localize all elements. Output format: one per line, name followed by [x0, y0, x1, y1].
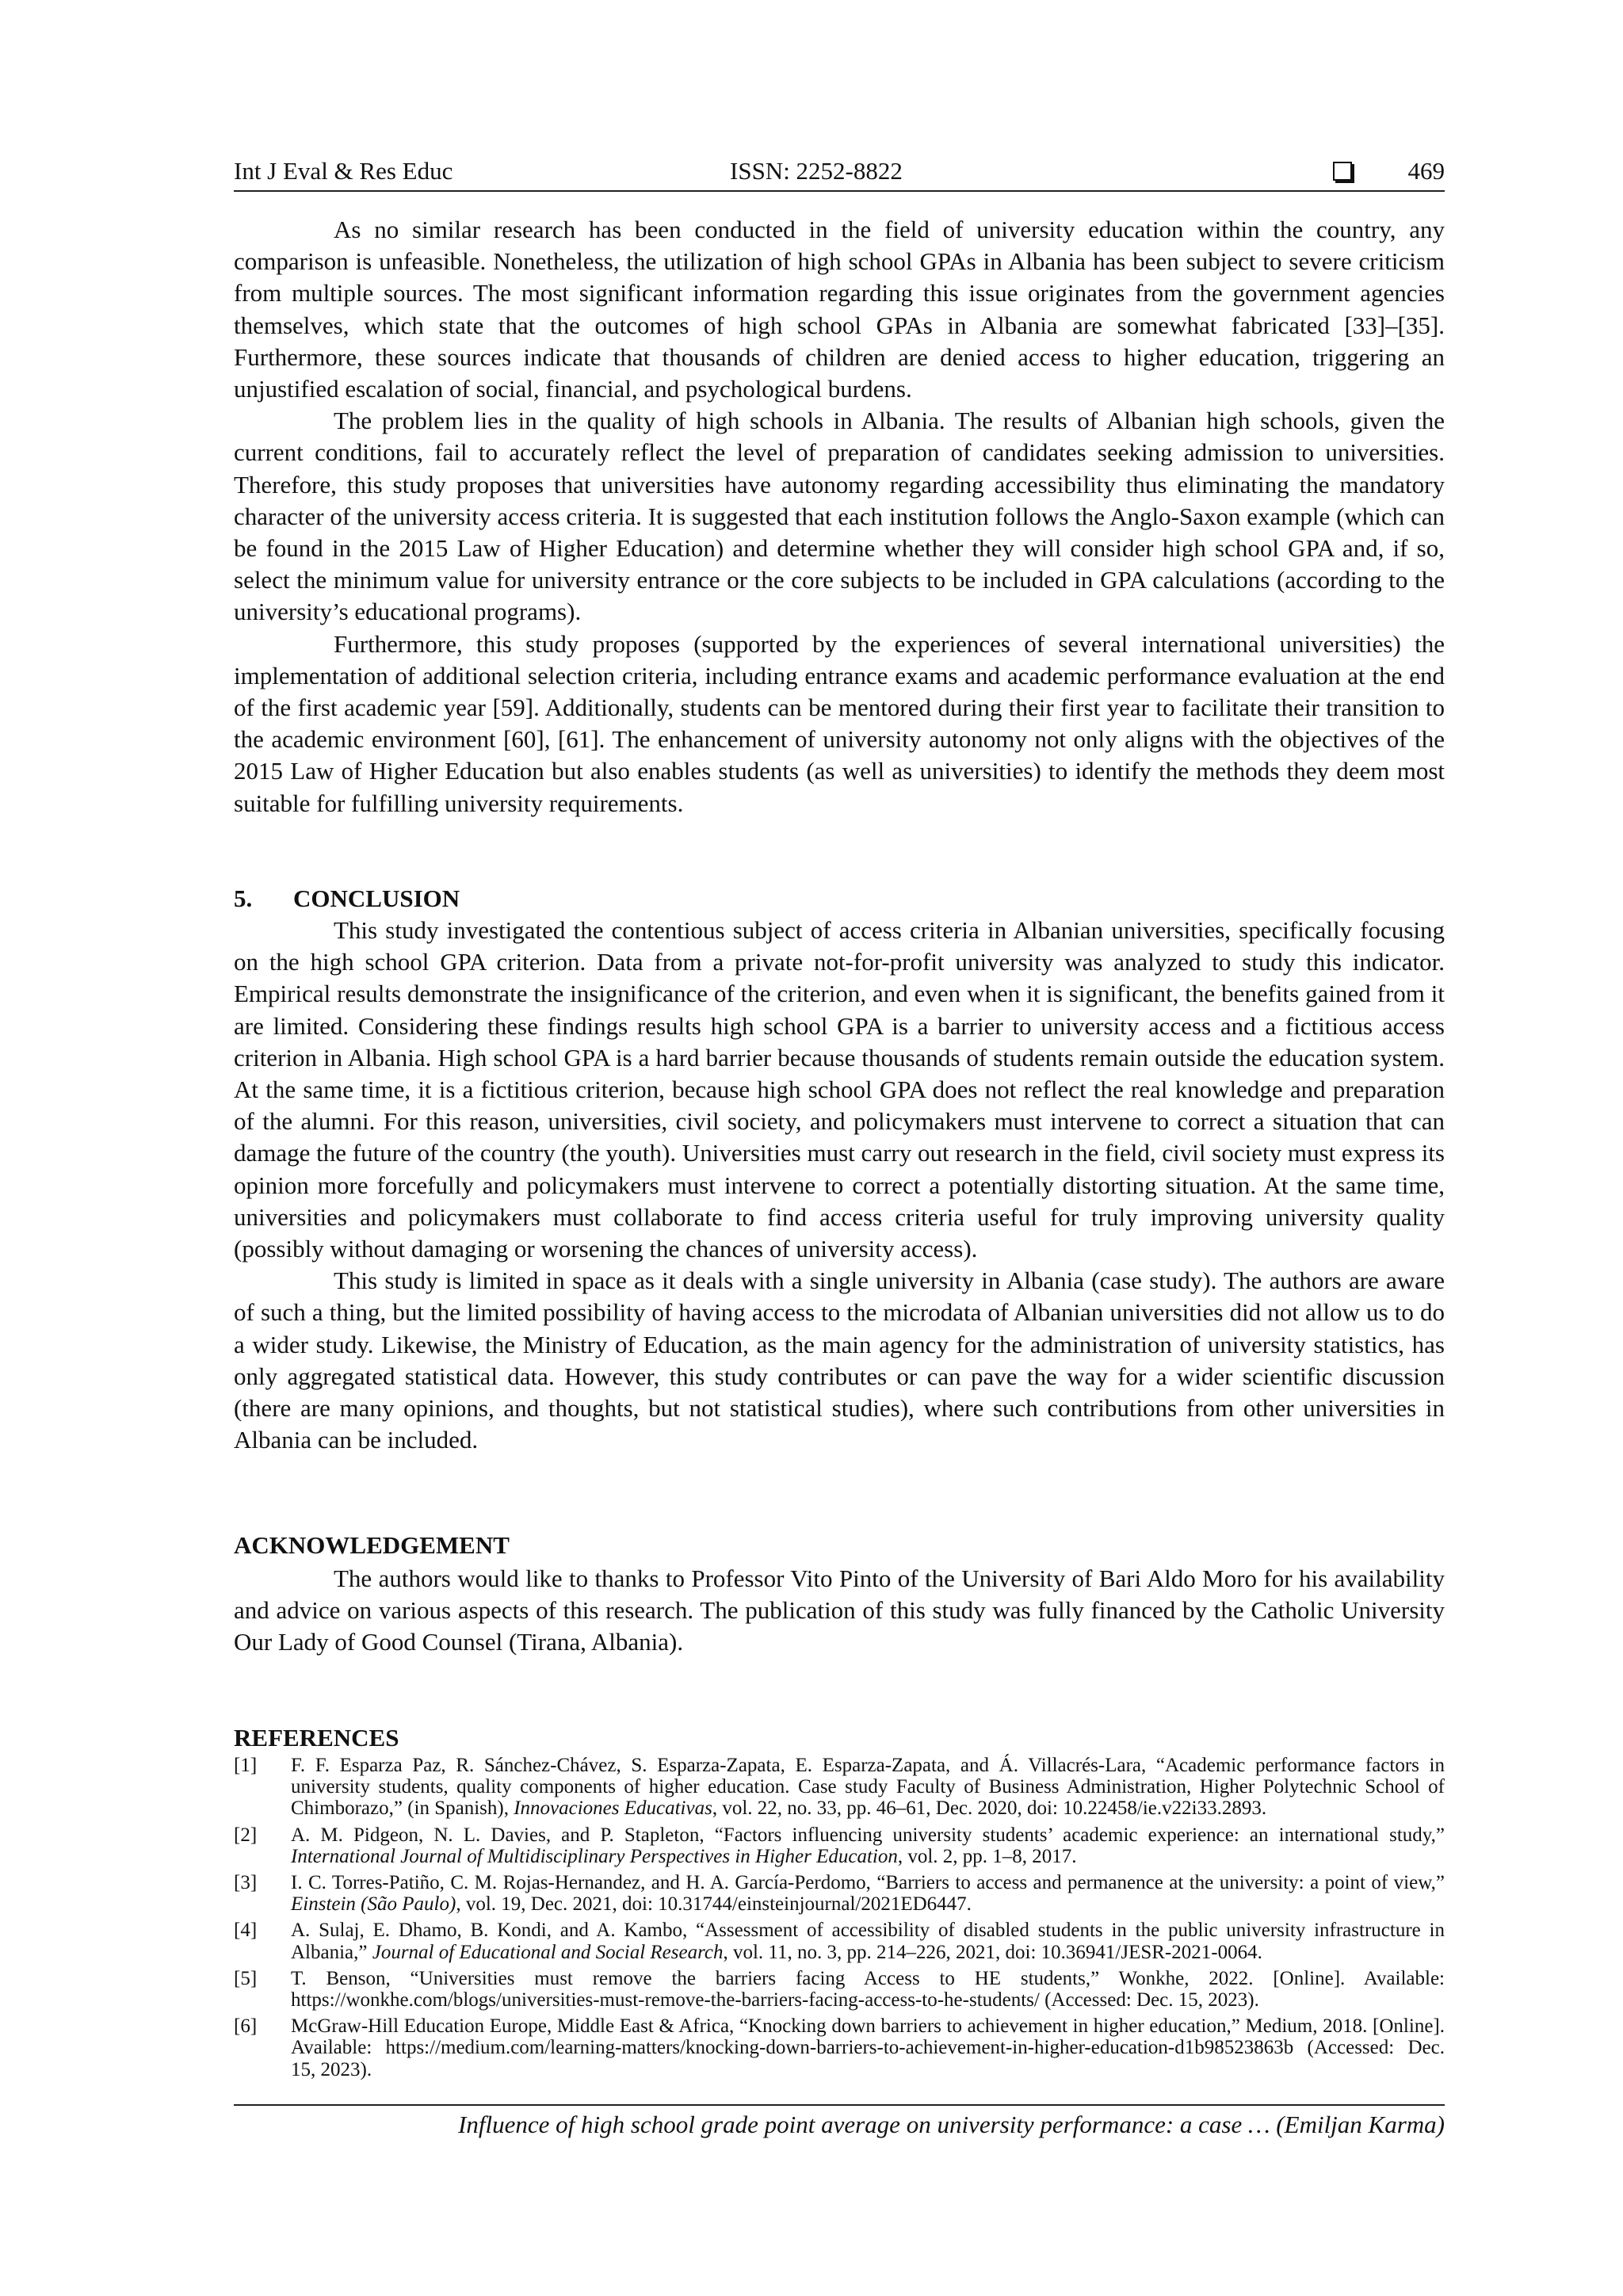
- paragraph: As no similar research has been conducted in the field of university education within the country, any comparison is unfeasible. Nonetheless, the utilization of high school GPAs in Albania has been subject to severe criticism from multiple sources. The most significant information regarding this issue originates from the government agencies themselves, which state that the outcomes of high school GPAs in Albania are somewhat fabricated [33]‒[35]. Furthermore, these sources indicate that thousands of children are denied access to higher education, triggering an unjustified escalation of social, financial, and psychological burdens.: [234, 216, 1445, 403]
- reference-item: [234, 1968, 1445, 2011]
- reference-item: [234, 1824, 1445, 1867]
- reference-number: [3]: [234, 1872, 258, 1894]
- section-heading-conclusion: [234, 884, 460, 913]
- reference-text: F. F. Esparza Paz, R. Sánchez-Chávez, S. Esparza-Zapata, E. Esparza-Zapata, and Á. Villacrés-Lara, “Academic performance factors in university students, quality components of higher education. Case study Faculty of Business Administration, Higher Polytechnic School of Chimborazo,” (in Spanish), Innovaciones Educativas, vol. 22, no. 33, pp. 46–61, Dec. 2020, doi: 10.22458/ie.v22i33.2893.: [291, 1755, 1445, 1820]
- acknowledgement-text: [234, 1563, 1445, 1659]
- section-number: 5.: [234, 884, 253, 912]
- paragraph: Furthermore, this study proposes (supported by the experiences of several international universities) the implementation of additional selection criteria, including entrance exams and academic performance evaluation at the end of the first academic year [59]. Additionally, students can be mentored during their first year to facilitate their transition to the academic environment [60], [61]. The enhancement of university autonomy not only aligns with the objectives of the 2015 Law of Higher Education but also enables students (as well as universities) to identify the methods they deem most suitable for fulfilling university requirements.: [234, 629, 1445, 817]
- reference-number: [2]: [234, 1824, 258, 1846]
- reference-item: [234, 2015, 1445, 2080]
- page-number: 469: [1407, 157, 1445, 185]
- paragraph: This study investigated the contentious subject of access criteria in Albanian universities, specifically focusing on the high school GPA criterion. Data from a private not-for-profit university was analyzed to study this indicator. Empirical results demonstrate the insignificance of the criterion, and even when it is significant, the benefits gained from it are limited. Considering these findings results high school GPA is a barrier to university access and a fictitious access criterion in Albania. High school GPA is a hard barrier because thousands of students remain outside the education system. At the same time, it is a fictitious criterion, because high school GPA does not reflect the real knowledge and preparation of the alumni. For this reason, universities, civil society, and policymakers must intervene to correct a situation that can damage the future of the country (the youth). Universities must carry out research in the field, civil society must express its opinion more forcefully and policymakers must intervene to correct a potentially distorting situation. At the same time, universities and policymakers must collaborate to find access criteria useful for truly improving university quality (possibly without damaging or worsening the chances of university access).: [234, 916, 1445, 1263]
- reference-number: [1]: [234, 1755, 258, 1776]
- reference-item: [234, 1755, 1445, 1820]
- reference-venue: Innovaciones Educativas: [514, 1797, 712, 1820]
- paragraph: The problem lies in the quality of high schools in Albania. The results of Albanian high schools, given the current conditions, fail to accurately reflect the level of preparation of candidates seeking admission to universities. Therefore, this study proposes that universities have autonomy regarding accessibility thus eliminating the mandatory character of the university access criteria. It is suggested that each institution follows the Anglo-Saxon example (which can be found in the 2015 Law of Higher Education) and determine whether they will consider high school GPA and, if so, select the minimum value for university entrance or the core subjects to be included in GPA calculations (according to the university’s educational programs).: [234, 407, 1445, 626]
- reference-number: [5]: [234, 1967, 258, 1989]
- reference-text: A. Sulaj, E. Dhamo, B. Kondi, and A. Kambo, “Assessment of accessibility of disabled students in the public university infrastructure in Albania,” Journal of Educational and Social Research, vol. 11, no. 3, pp. 214–226, 2021, doi: 10.36941/JESR-2021-0064.: [291, 1920, 1445, 1963]
- paragraph: This study is limited in space as it deals with a single university in Albania (case study). The authors are aware of such a thing, but the limited possibility of having access to the microdata of Albanian universities did not allow us to do a wider study. Likewise, the Ministry of Education, as the main agency for the administration of university statistics, has only aggregated statistical data. However, this study contributes or can pave the way for a wider scientific discussion (there are many opinions, and thoughts, but not statistical studies), where such contributions from other universities in Albania can be included.: [234, 1266, 1445, 1454]
- reference-item: [234, 1872, 1445, 1915]
- reference-venue: International Journal of Multidisciplinary Perspectives in Higher Education: [291, 1845, 898, 1867]
- running-header: [234, 155, 1445, 192]
- reference-venue: Einstein (São Paulo): [291, 1893, 456, 1916]
- section-title: CONCLUSION: [293, 884, 460, 912]
- reference-item: [234, 1920, 1445, 1962]
- section-heading-references: REFERENCES: [234, 1724, 399, 1752]
- conclusion-text: [234, 915, 1445, 1456]
- running-footer: [234, 2104, 1445, 2138]
- discussion-text: [234, 214, 1445, 819]
- reference-venue: Journal of Educational and Social Research: [372, 1941, 724, 1963]
- reference-number: [6]: [234, 2015, 258, 2038]
- reference-list: [234, 1755, 1445, 2085]
- square-icon: [1333, 162, 1352, 181]
- issn: ISSN: 2252-8822: [730, 157, 903, 185]
- reference-number: [4]: [234, 1920, 258, 1942]
- journal-name: Int J Eval & Res Educ: [234, 157, 453, 185]
- reference-text: T. Benson, “Universities must remove the barriers facing Access to HE students,” Wonkhe, 2022. [Online]. Available: https://wonkhe.com/blogs/universities-must-remove-the-barriers-facing-access-to-he-students/ (Accessed: Dec. 15, 2023).: [291, 1967, 1445, 2011]
- reference-text: A. M. Pidgeon, N. L. Davies, and P. Stapleton, “Factors influencing university students’ academic experience: an international study,” International Journal of Multidisciplinary Perspectives in Higher Education, vol. 2, pp. 1–8, 2017.: [291, 1824, 1445, 1867]
- footer-text: Influence of high school grade point average on university performance: a case … (Emiljan Karma): [458, 2111, 1445, 2138]
- reference-text: McGraw-Hill Education Europe, Middle East & Africa, “Knocking down barriers to achievement in higher education,” Medium, 2018. [Online]. Available: https://medium.com/learning-matters/knocking-down-barriers-to-achievement-in-higher-education-d1b98523863b (Accessed: Dec. 15, 2023).: [291, 2015, 1445, 2080]
- section-heading-acknowledgement: ACKNOWLEDGEMENT: [234, 1531, 510, 1559]
- paragraph: The authors would like to thanks to Professor Vito Pinto of the University of Bari Aldo Moro for his availability and advice on various aspects of this research. The publication of this study was fully financed by the Catholic University Our Lady of Good Counsel (Tirana, Albania).: [234, 1564, 1445, 1656]
- reference-text: I. C. Torres-Patiño, C. M. Rojas-Hernandez, and H. A. García-Perdomo, “Barriers to access and permanence at the university: a point of view,” Einstein (São Paulo), vol. 19, Dec. 2021, doi: 10.31744/einsteinjournal/2021ED6447.: [291, 1872, 1445, 1916]
